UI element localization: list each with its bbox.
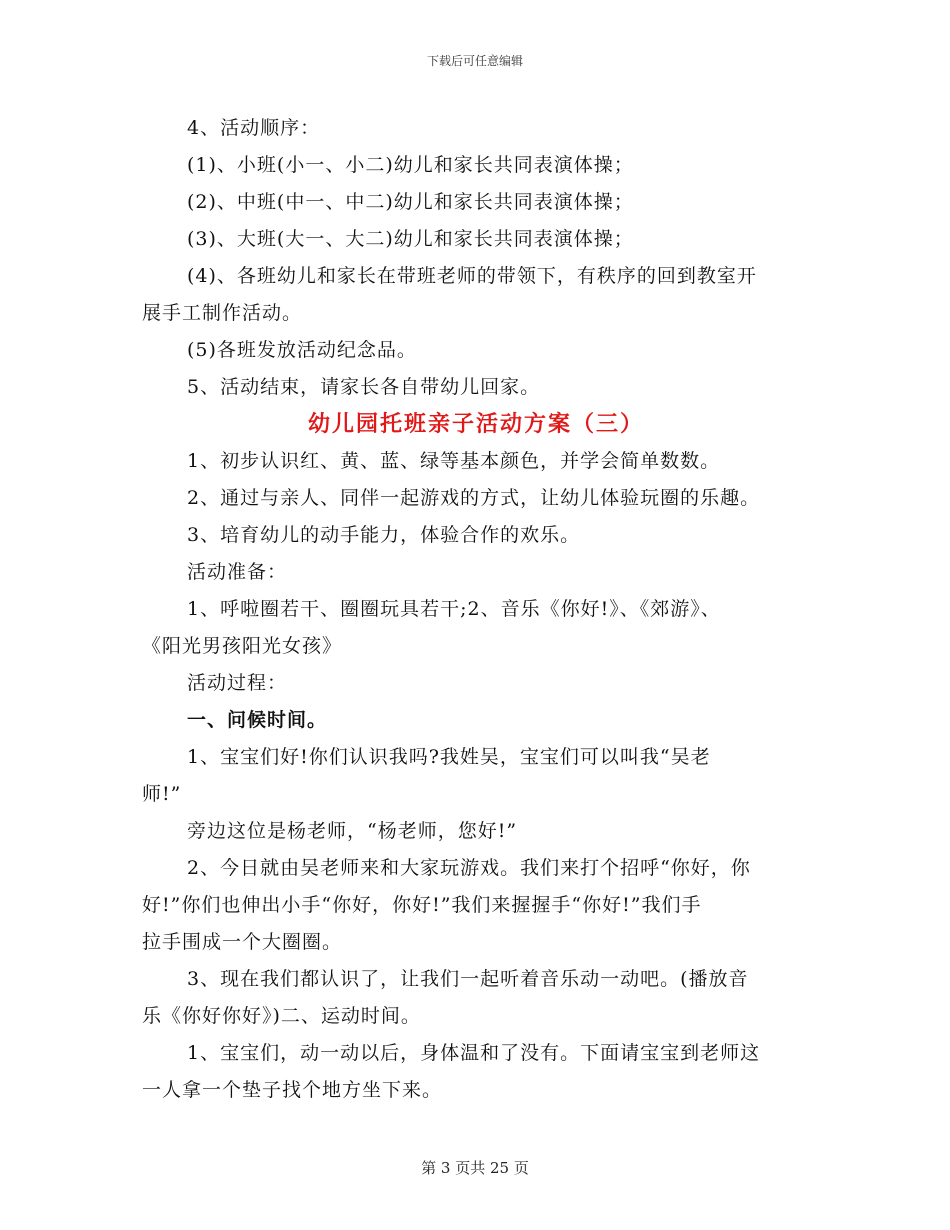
paragraph-line: (3)、大班(大一、大二)幼儿和家长共同表演体操； bbox=[187, 228, 634, 250]
paragraph-line: 拉手围成一个大圈圈。 bbox=[142, 931, 343, 953]
paragraph-line: 一人拿一个垫子找个地方坐下来。 bbox=[142, 1079, 443, 1101]
document-body bbox=[142, 110, 810, 1109]
paragraph-line: 2、今日就由吴老师来和大家玩游戏。我们来打个招呼“你好，你 bbox=[187, 857, 751, 879]
paragraph-line: 展手工制作活动。 bbox=[142, 302, 303, 324]
paragraph-line: 活动过程： bbox=[187, 672, 288, 694]
paragraph-line: 4、活动顺序： bbox=[187, 117, 321, 139]
paragraph-line: 旁边这位是杨老师，“杨老师，您好!” bbox=[187, 820, 518, 842]
header-note: 下载后可任意编辑 bbox=[426, 54, 523, 68]
page-footer: 第 3 页共 25 页 bbox=[421, 1159, 529, 1177]
paragraph-line: 活动准备： bbox=[187, 561, 288, 583]
paragraph-line: 3、现在我们都认识了，让我们一起听着音乐动一动吧。(播放音 bbox=[187, 968, 749, 990]
paragraph-line: 《阳光男孩阳光女孩》 bbox=[142, 635, 343, 657]
paragraph-line: 好!”你们也伸出小手“你好，你好!”我们来握握手“你好!”我们手 bbox=[142, 894, 702, 916]
paragraph-line: 1、宝宝们，动一动以后，身体温和了没有。下面请宝宝到老师这 bbox=[187, 1042, 761, 1064]
paragraph-line: 5、活动结束，请家长各自带幼儿回家。 bbox=[187, 376, 541, 398]
paragraph-line: 1、宝宝们好!你们认识我吗?我姓吴，宝宝们可以叫我“吴老 bbox=[187, 746, 711, 768]
paragraph-line: (1)、小班(小一、小二)幼儿和家长共同表演体操； bbox=[187, 154, 634, 176]
subsection-heading: 一、问候时间。 bbox=[187, 709, 328, 731]
paragraph-line: 1、呼啦圈若干、圈圈玩具若干;2、音乐《你好!》、《郊游》、 bbox=[187, 598, 721, 620]
paragraph-line: 2、通过与亲人、同伴一起游戏的方式，让幼儿体验玩圈的乐趣。 bbox=[187, 487, 761, 509]
paragraph-line: (5)各班发放活动纪念品。 bbox=[187, 339, 417, 361]
paragraph-line: (2)、中班(中一、中二)幼儿和家长共同表演体操； bbox=[187, 191, 634, 213]
section-title: 幼儿园托班亲子活动方案（三） bbox=[307, 411, 644, 437]
paragraph-line: 3、培育幼儿的动手能力，体验合作的欢乐。 bbox=[187, 524, 581, 546]
paragraph-line: (4)、各班幼儿和家长在带班老师的带领下，有秩序的回到教室开 bbox=[187, 265, 757, 287]
paragraph-line: 乐《你好你好》)二、运动时间。 bbox=[142, 1005, 421, 1027]
paragraph-line: 1、初步认识红、黄、蓝、绿等基本颜色，并学会简单数数。 bbox=[187, 450, 721, 472]
paragraph-line: 师!” bbox=[142, 783, 182, 805]
